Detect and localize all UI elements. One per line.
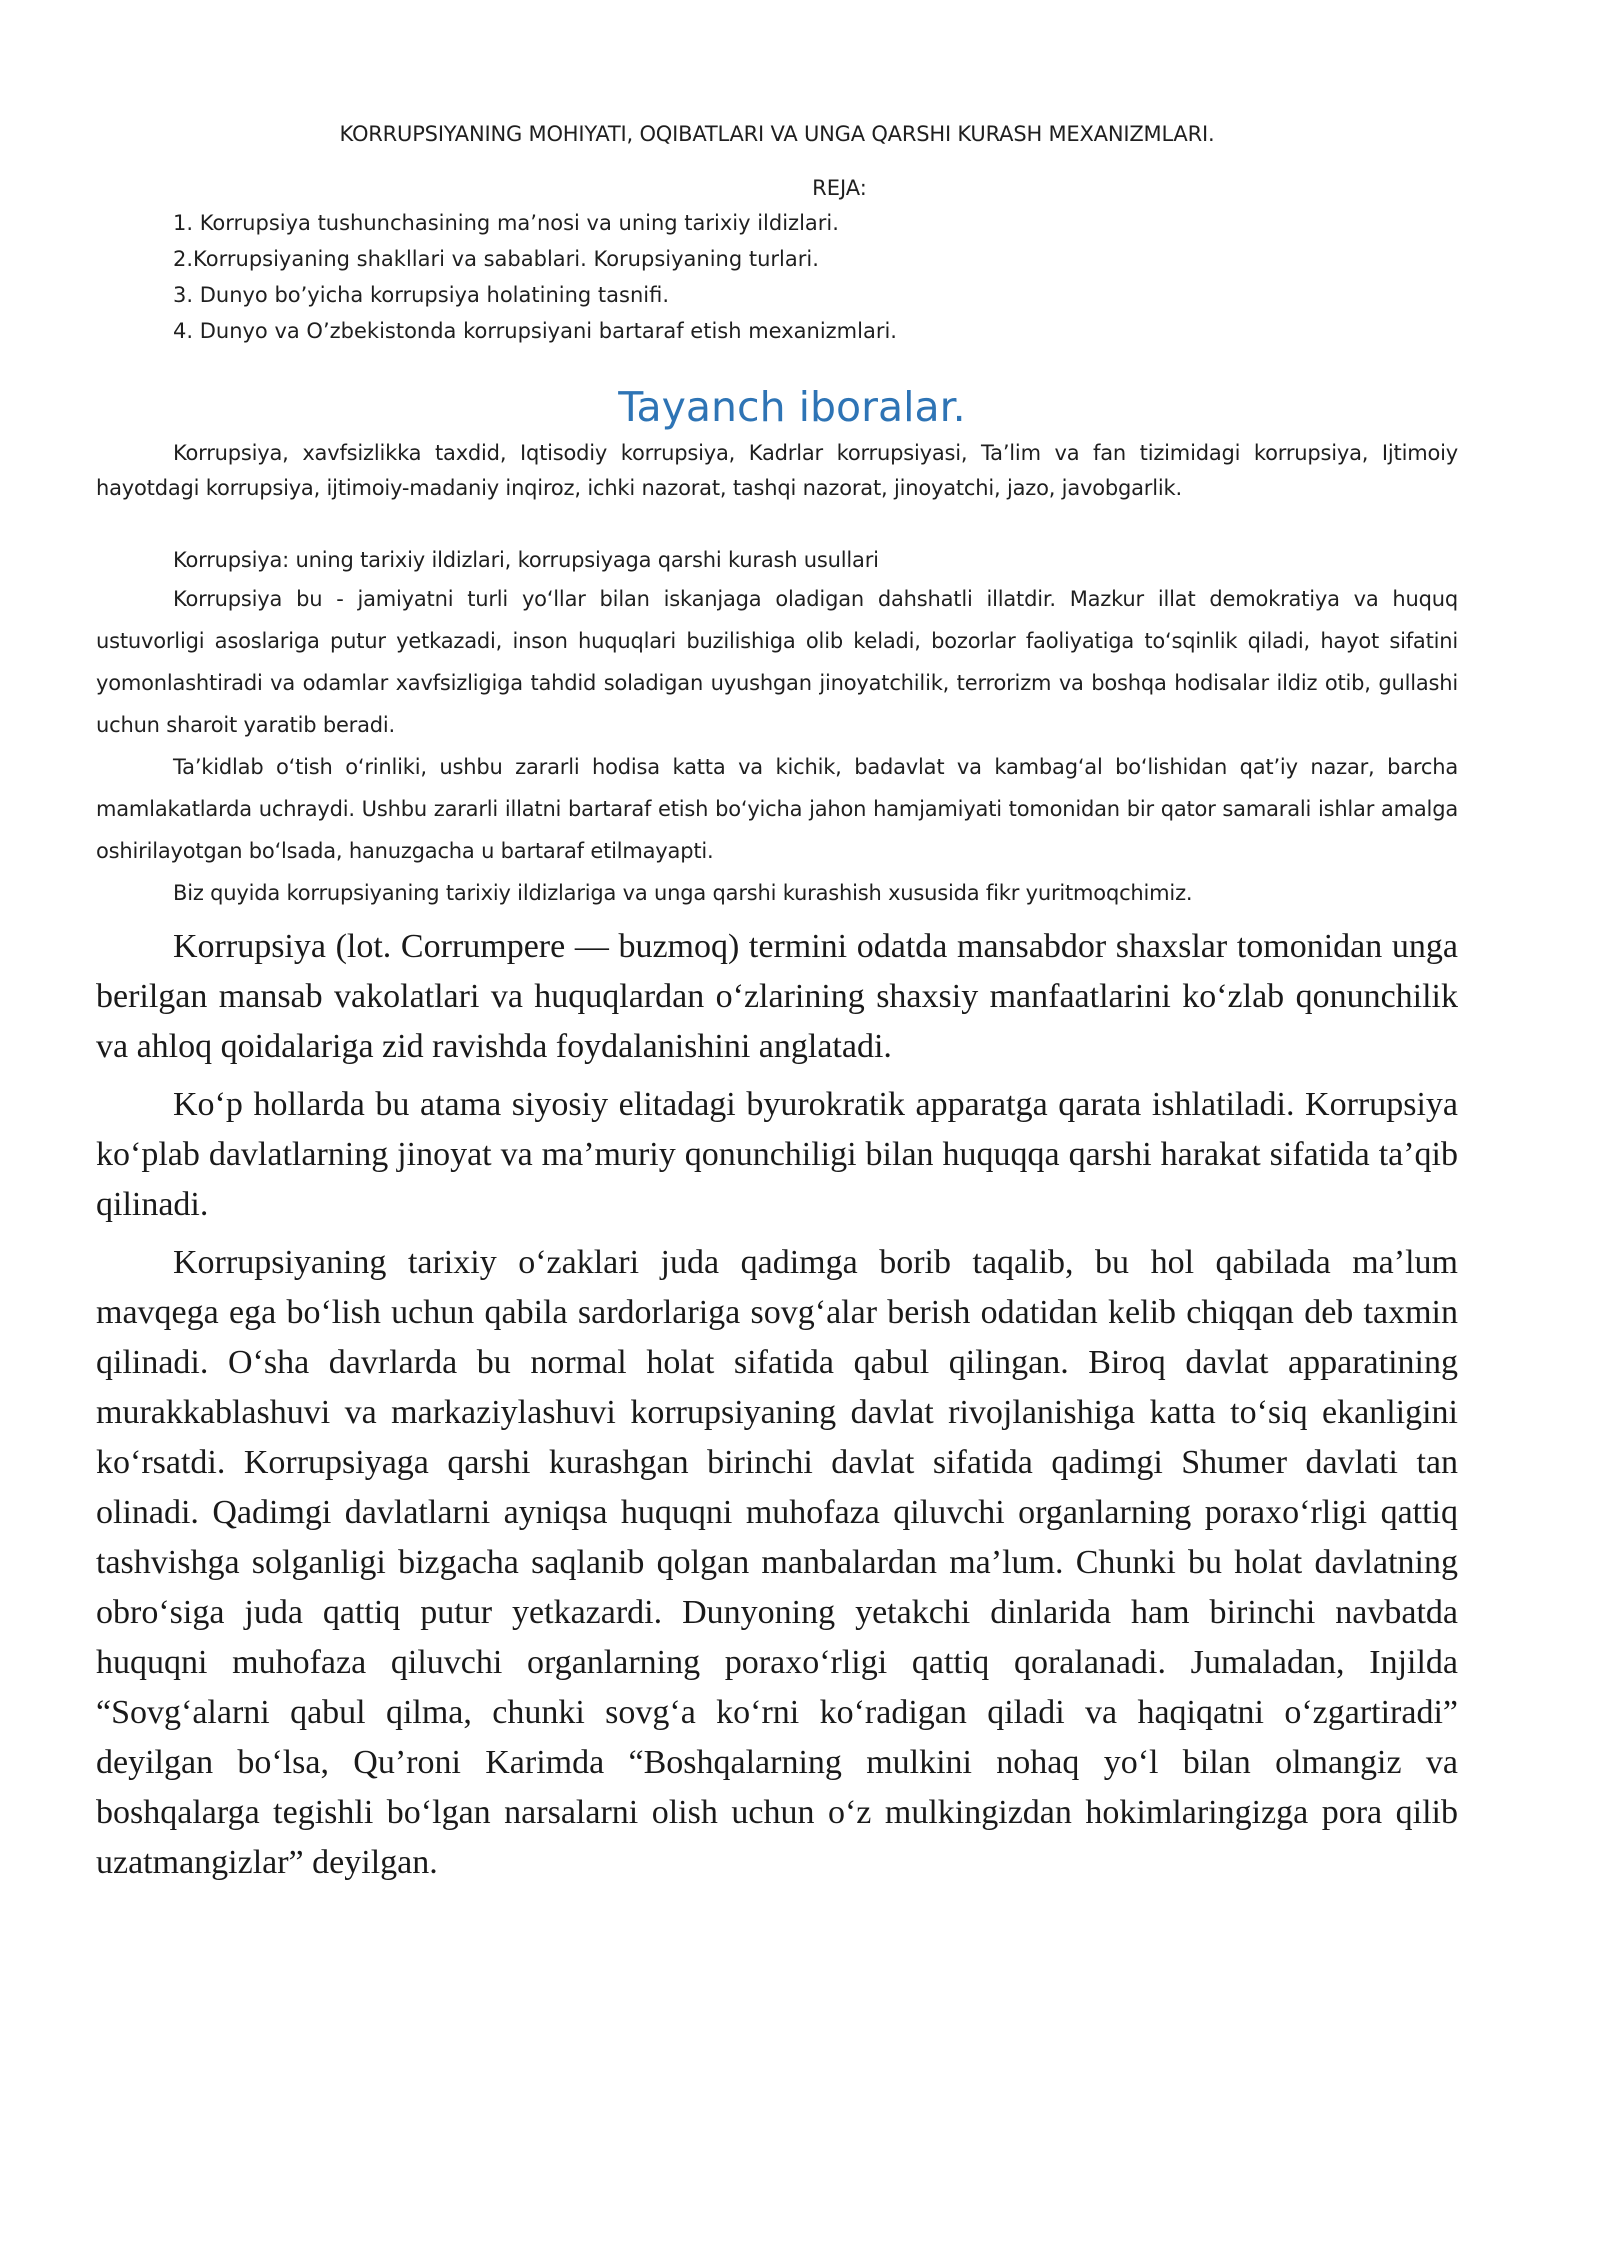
- plan-heading: REJA:: [812, 176, 867, 200]
- intro-paragraph-2: Ta’kidlab o‘tish o‘rinliki, ushbu zararli hodisa katta va kichik, badavlat va kambag‘al bo‘lishidan qat’iy nazar, barcha mamlakatlarda uchraydi. Ushbu zararli illatni bartaraf etish bo‘yicha jahon hamjamiyati tomonidan bir qator samarali ishlar amalga oshirilayotgan bo‘lsada, hanuzgacha u bartaraf etilmayapti.: [96, 755, 1458, 863]
- intro-paragraph-3: Biz quyida korrupsiyaning tarixiy ildizlariga va unga qarshi kurashish xususida fikr yuritmoqchimiz.: [173, 881, 1193, 905]
- section-subheading: Korrupsiya: uning tarixiy ildizlari, korrupsiyaga qarshi kurash usullari: [173, 548, 879, 572]
- plan-item-2: 2.Korrupsiyaning shakllari va sabablari. Korupsiyaning turlari.: [173, 247, 819, 271]
- intro-paragraph-1: Korrupsiya bu - jamiyatni turli yo‘llar bilan iskanjaga oladigan dahshatli illatdir. Mazkur illat demokratiya va huquq ustuvorligi asoslariga putur yetkazadi, inson huquqlari buzilishiga olib keladi, bozorlar faoliyatiga to‘sqinlik qiladi, hayot sifatini yomonlashtiradi va odamlar xavfsizligiga tahdid soladigan uyushgan jinoyatchilik, terrorizm va boshqa hodisalar ildiz otib, gullashi uchun sharoit yaratib beradi.: [96, 587, 1458, 737]
- body-paragraph-1: Korrupsiya (lot. Corrumpere — buzmoq) termini odatda mansabdor shaxslar tomonidan unga berilgan mansab vakolatlari va huquqlardan o‘zlarining shaxsiy manfaatlarini ko‘zlab qonunchilik va ahloq qoidalariga zid ravishda foydalanishini anglatadi.: [96, 928, 1458, 1065]
- body-paragraph-3: Korrupsiyaning tarixiy o‘zaklari juda qadimga borib taqalib, bu hol qabilada ma’lum mavqega ega bo‘lish uchun qabila sardorlariga sovg‘alar berish odatidan kelib chiqqan deb taxmin qilinadi. O‘sha davrlarda bu normal holat sifatida qabul qilingan. Biroq davlat apparatining murakkablashuvi va markaziylashuvi korrupsiyaning davlat rivojlanishiga katta to‘siq ekanligini ko‘rsatdi. Korrupsiyaga qarshi kurashgan birinchi davlat sifatida qadimgi Shumer davlati tan olinadi. Qadimgi davlatlarni ayniqsa huquqni muhofaza qiluvchi organlarning poraxo‘rligi qattiq tashvishga solganligi bizgacha saqlanib qolgan manbalardan ma’lum. Chunki bu holat davlatning obro‘siga juda qattiq putur yetkazardi. Dunyoning yetakchi dinlarida ham birinchi navbatda huquqni muhofaza qiluvchi organlarning poraxo‘rligi qattiq qoralanadi. Jumaladan, Injilda “Sovg‘alarni qabul qilma, chunki sovg‘a ko‘rni ko‘radigan qiladi va haqiqatni o‘zgartiradi” deyilgan bo‘lsa, Qu’roni Karimda “Boshqalarning mulkini nohaq yo‘l bilan olmangiz va boshqalarga tegishli bo‘lgan narsalarni olish uchun o‘z mulkingizdan hokimlaringizga pora qilib uzatmangizlar” deyilgan.: [96, 1244, 1458, 1881]
- plan-item-3: 3. Dunyo bo’yicha korrupsiya holatining tasnifi.: [173, 283, 669, 307]
- plan-item-4: 4. Dunyo va O’zbekistonda korrupsiyani bartaraf etish mexanizmlari.: [173, 319, 897, 343]
- keywords-heading: Tayanch iboralar.: [618, 383, 966, 431]
- body-paragraph-2: Ko‘p hollarda bu atama siyosiy elitadagi byurokratik apparatga qarata ishlatiladi. Korrupsiya ko‘plab davlatlarning jinoyat va ma’muriy qonunchiligi bilan huquqqa qarshi harakat sifatida ta’qib qilinadi.: [96, 1086, 1458, 1223]
- document-title: KORRUPSIYANING MOHIYATI, OQIBATLARI VA UNGA QARSHI KURASH MEXANIZMLARI.: [339, 122, 1215, 146]
- keywords-text: Korrupsiya, xavfsizlikka taxdid, Iqtisodiy korrupsiya, Kadrlar korrupsiyasi, Ta’lim va fan tizimidagi korrupsiya, Ijtimoiy hayotdagi korrupsiya, ijtimoiy-madaniy inqiroz, ichki nazorat, tashqi nazorat, jinoyatchi, jazo, javobgarlik.: [96, 441, 1458, 500]
- plan-list: [96, 205, 1458, 349]
- plan-item-1: 1. Korrupsiya tushunchasining ma’nosi va uning tarixiy ildizlari.: [173, 211, 839, 235]
